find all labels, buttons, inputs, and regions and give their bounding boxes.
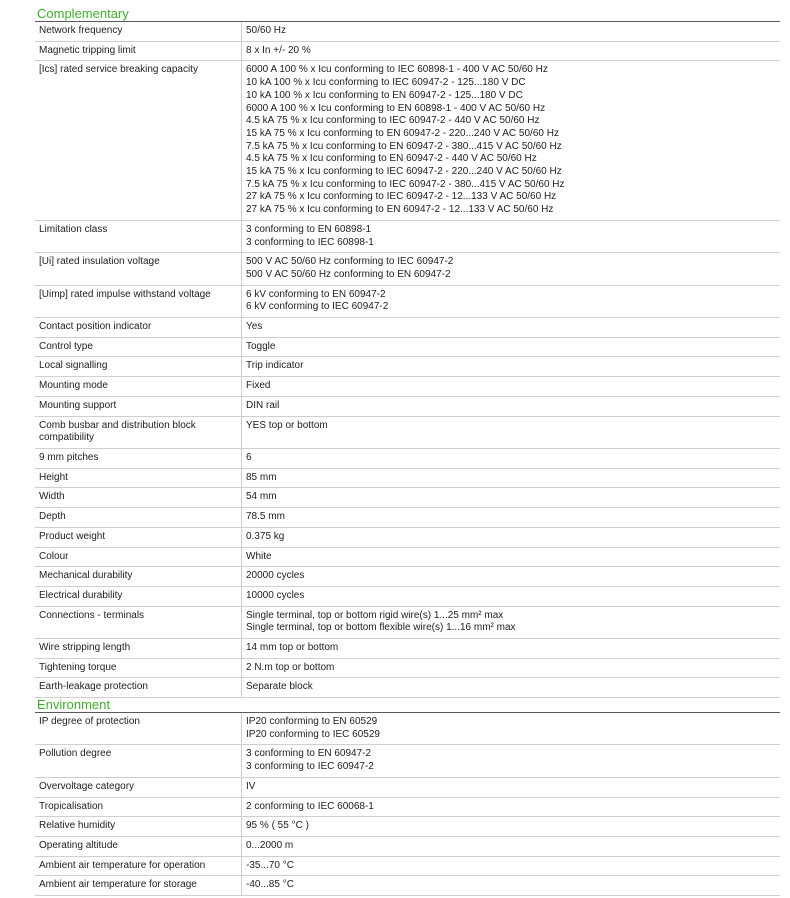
spec-value-line: Fixed bbox=[246, 380, 271, 392]
spec-value-line: 15 kA 75 % x Icu conforming to EN 60947-2 - 220...240 V AC 50/60 Hz bbox=[246, 127, 559, 139]
spec-value bbox=[242, 22, 781, 41]
spec-value-line: Toggle bbox=[246, 340, 276, 352]
spec-label: Colour bbox=[35, 547, 242, 567]
spec-value bbox=[242, 396, 781, 416]
environment-section bbox=[35, 697, 780, 896]
spec-label: [Ics] rated service breaking capacity bbox=[35, 61, 242, 220]
table-row bbox=[35, 253, 780, 285]
spec-value-line: 3 conforming to IEC 60947-2 bbox=[246, 761, 374, 773]
spec-label: Mechanical durability bbox=[35, 567, 242, 587]
spec-table bbox=[35, 713, 780, 896]
spec-label: Mounting mode bbox=[35, 377, 242, 397]
spec-value-line: 4.5 kA 75 % x Icu conforming to IEC 60947-2 - 440 V AC 50/60 Hz bbox=[246, 115, 540, 127]
table-row bbox=[35, 547, 780, 567]
spec-value bbox=[242, 285, 781, 317]
table-row bbox=[35, 508, 780, 528]
spec-value bbox=[242, 41, 781, 61]
table-row bbox=[35, 416, 780, 448]
spec-value bbox=[242, 713, 781, 745]
spec-value bbox=[242, 61, 781, 220]
spec-value bbox=[242, 639, 781, 659]
spec-value bbox=[242, 856, 781, 876]
spec-label: Operating altitude bbox=[35, 836, 242, 856]
spec-value bbox=[242, 508, 781, 528]
spec-value-line: 8 x In +/- 20 % bbox=[246, 44, 311, 56]
spec-label: Depth bbox=[35, 508, 242, 528]
table-row bbox=[35, 658, 780, 678]
spec-value bbox=[242, 797, 781, 817]
section-title: Complementary bbox=[35, 6, 780, 22]
spec-label: Overvoltage category bbox=[35, 777, 242, 797]
spec-value bbox=[242, 817, 781, 837]
spec-value-line: 6 kV conforming to IEC 60947-2 bbox=[246, 301, 389, 313]
spec-value-line: 0.375 kg bbox=[246, 530, 285, 542]
spec-value-line: 20000 cycles bbox=[246, 570, 305, 582]
spec-label: Control type bbox=[35, 337, 242, 357]
table-row bbox=[35, 377, 780, 397]
spec-value bbox=[242, 220, 781, 252]
spec-value-line: 50/60 Hz bbox=[246, 25, 287, 36]
spec-label: [Ui] rated insulation voltage bbox=[35, 253, 242, 285]
spec-value-line: 2 conforming to IEC 60068-1 bbox=[246, 800, 374, 812]
table-row bbox=[35, 220, 780, 252]
table-row bbox=[35, 856, 780, 876]
spec-value-line: 7.5 kA 75 % x Icu conforming to EN 60947-2 - 380...415 V AC 50/60 Hz bbox=[246, 140, 562, 152]
spec-value bbox=[242, 606, 781, 638]
spec-value bbox=[242, 567, 781, 587]
spec-label: Height bbox=[35, 468, 242, 488]
spec-value bbox=[242, 547, 781, 567]
table-row bbox=[35, 41, 780, 61]
spec-value-line: 27 kA 75 % x Icu conforming to EN 60947-2 - 12...133 V AC 50/60 Hz bbox=[246, 204, 554, 216]
table-row bbox=[35, 713, 780, 745]
spec-value-line: 78.5 mm bbox=[246, 511, 285, 523]
spec-label: 9 mm pitches bbox=[35, 448, 242, 468]
spec-value bbox=[242, 745, 781, 777]
spec-label: Connections - terminals bbox=[35, 606, 242, 638]
spec-value bbox=[242, 357, 781, 377]
spec-value-line: 14 mm top or bottom bbox=[246, 642, 339, 654]
spec-label: IP degree of protection bbox=[35, 713, 242, 745]
spec-value-line: Yes bbox=[246, 321, 263, 333]
table-row bbox=[35, 745, 780, 777]
spec-value-line: 3 conforming to EN 60947-2 bbox=[246, 748, 372, 760]
table-row bbox=[35, 22, 780, 41]
spec-value-line: 6000 A 100 % x Icu conforming to EN 60898-1 - 400 V AC 50/60 Hz bbox=[246, 102, 546, 114]
table-row bbox=[35, 567, 780, 587]
spec-label: Local signalling bbox=[35, 357, 242, 377]
spec-value bbox=[242, 527, 781, 547]
spec-value bbox=[242, 318, 781, 338]
spec-label: Electrical durability bbox=[35, 586, 242, 606]
table-row bbox=[35, 639, 780, 659]
table-row bbox=[35, 488, 780, 508]
spec-value bbox=[242, 876, 781, 896]
spec-label: Mounting support bbox=[35, 396, 242, 416]
spec-value bbox=[242, 468, 781, 488]
spec-value-line: 4.5 kA 75 % x Icu conforming to EN 60947-2 - 440 V AC 50/60 Hz bbox=[246, 153, 537, 165]
spec-value-line: 27 kA 75 % x Icu conforming to IEC 60947-2 - 12...133 V AC 50/60 Hz bbox=[246, 191, 557, 203]
spec-label: Tropicalisation bbox=[35, 797, 242, 817]
spec-value-line: Separate block bbox=[246, 681, 313, 693]
spec-value-line: YES top or bottom bbox=[246, 419, 328, 431]
spec-label: Pollution degree bbox=[35, 745, 242, 777]
spec-value-line: DIN rail bbox=[246, 399, 280, 411]
table-row bbox=[35, 318, 780, 338]
spec-label: Ambient air temperature for operation bbox=[35, 856, 242, 876]
table-row bbox=[35, 527, 780, 547]
table-row bbox=[35, 678, 780, 698]
spec-value-line: 10 kA 100 % x Icu conforming to IEC 60947-2 - 125...180 V DC bbox=[246, 77, 526, 89]
spec-label: Product weight bbox=[35, 527, 242, 547]
spec-value-line: 500 V AC 50/60 Hz conforming to IEC 60947-2 bbox=[246, 256, 454, 268]
spec-value-line: -35...70 °C bbox=[246, 859, 294, 871]
spec-value bbox=[242, 337, 781, 357]
spec-value-line: 6000 A 100 % x Icu conforming to IEC 60898-1 - 400 V AC 50/60 Hz bbox=[246, 64, 548, 76]
spec-value-line: IV bbox=[246, 780, 256, 792]
spec-value-line: 3 conforming to EN 60898-1 bbox=[246, 223, 372, 235]
spec-label: Magnetic tripping limit bbox=[35, 41, 242, 61]
spec-value bbox=[242, 377, 781, 397]
table-row bbox=[35, 61, 780, 220]
spec-label: Earth-leakage protection bbox=[35, 678, 242, 698]
table-row bbox=[35, 777, 780, 797]
spec-value bbox=[242, 416, 781, 448]
table-row bbox=[35, 817, 780, 837]
table-row bbox=[35, 357, 780, 377]
spec-value bbox=[242, 678, 781, 698]
table-row bbox=[35, 876, 780, 896]
spec-label: [Uimp] rated impulse withstand voltage bbox=[35, 285, 242, 317]
table-row bbox=[35, 836, 780, 856]
section-title: Environment bbox=[35, 697, 780, 713]
table-row bbox=[35, 586, 780, 606]
spec-value-line: IP20 conforming to IEC 60529 bbox=[246, 728, 380, 740]
spec-value bbox=[242, 488, 781, 508]
spec-label: Relative humidity bbox=[35, 817, 242, 837]
table-row bbox=[35, 285, 780, 317]
spec-label: Contact position indicator bbox=[35, 318, 242, 338]
spec-value-line: 6 bbox=[246, 451, 252, 463]
spec-value-line: 10 kA 100 % x Icu conforming to EN 60947-2 - 125...180 V DC bbox=[246, 89, 523, 101]
spec-value-line: Single terminal, top or bottom flexible wire(s) 1...16 mm² max bbox=[246, 622, 516, 634]
table-row bbox=[35, 468, 780, 488]
spec-label: Limitation class bbox=[35, 220, 242, 252]
spec-value-line: 10000 cycles bbox=[246, 589, 305, 601]
spec-value-line: Single terminal, top or bottom rigid wire(s) 1...25 mm² max bbox=[246, 609, 504, 621]
spec-table bbox=[35, 22, 780, 698]
spec-value-line: IP20 conforming to EN 60529 bbox=[246, 716, 378, 727]
spec-label: Width bbox=[35, 488, 242, 508]
spec-value bbox=[242, 586, 781, 606]
spec-value-line: Trip indicator bbox=[246, 360, 304, 372]
spec-value bbox=[242, 777, 781, 797]
spec-value bbox=[242, 253, 781, 285]
table-row bbox=[35, 797, 780, 817]
spec-value-line: 95 % ( 55 °C ) bbox=[246, 820, 309, 832]
spec-value bbox=[242, 836, 781, 856]
spec-value-line: White bbox=[246, 550, 272, 562]
spec-value bbox=[242, 658, 781, 678]
spec-value-line: 54 mm bbox=[246, 491, 277, 503]
spec-value-line: 2 N.m top or bottom bbox=[246, 661, 335, 673]
spec-label: Network frequency bbox=[35, 22, 242, 41]
spec-value-line: 3 conforming to IEC 60898-1 bbox=[246, 236, 374, 248]
spec-label: Comb busbar and distribution block compatibility bbox=[35, 416, 242, 448]
spec-value-line: 6 kV conforming to EN 60947-2 bbox=[246, 288, 386, 300]
spec-value-line: 85 mm bbox=[246, 471, 277, 483]
table-row bbox=[35, 396, 780, 416]
table-row bbox=[35, 337, 780, 357]
spec-label: Wire stripping length bbox=[35, 639, 242, 659]
spec-value-line: 0...2000 m bbox=[246, 839, 294, 851]
spec-value bbox=[242, 448, 781, 468]
spec-label: Tightening torque bbox=[35, 658, 242, 678]
spec-label: Ambient air temperature for storage bbox=[35, 876, 242, 896]
spec-value-line: -40...85 °C bbox=[246, 879, 294, 891]
table-row bbox=[35, 448, 780, 468]
spec-value-line: 15 kA 75 % x Icu conforming to IEC 60947-2 - 220...240 V AC 50/60 Hz bbox=[246, 166, 562, 178]
complementary-section bbox=[35, 6, 780, 698]
table-row bbox=[35, 606, 780, 638]
spec-value-line: 7.5 kA 75 % x Icu conforming to IEC 60947-2 - 380...415 V AC 50/60 Hz bbox=[246, 178, 565, 190]
spec-value-line: 500 V AC 50/60 Hz conforming to EN 60947-2 bbox=[246, 268, 451, 280]
